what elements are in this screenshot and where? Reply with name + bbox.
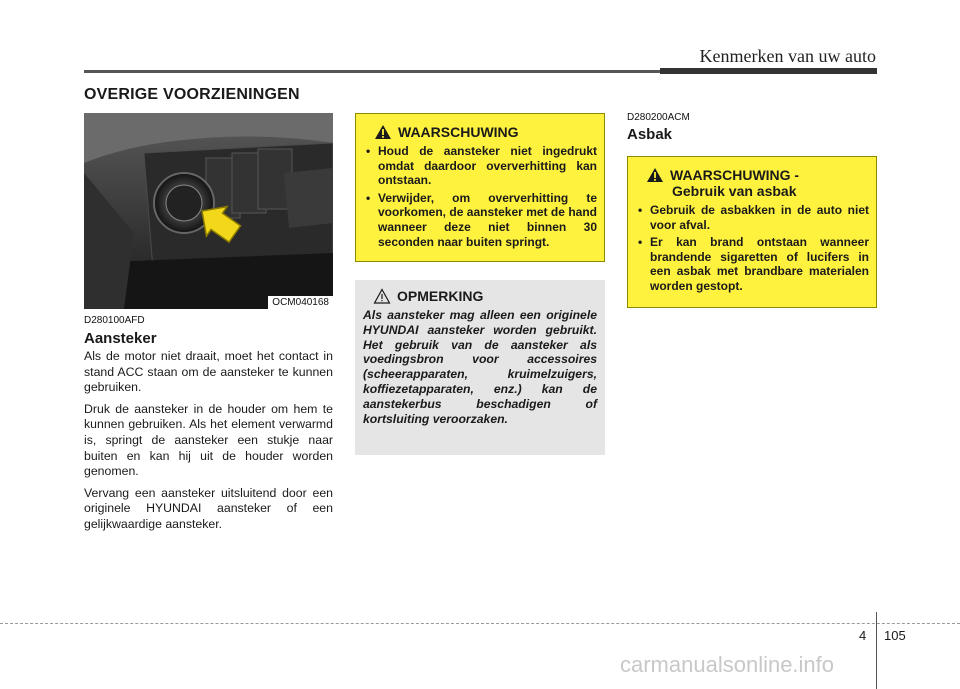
aansteker-paragraph: Als de motor niet draait, moet het contact in stand ACC staan om de aansteker te kunnen gebruiken. [84, 349, 333, 395]
chapter-number: 4 [859, 628, 867, 643]
note-title-text: OPMERKING [397, 288, 484, 304]
warning-title [636, 167, 869, 199]
asbak-code: D280200ACM [627, 112, 690, 123]
section-title: OVERIGE VOORZIENINGEN [84, 86, 300, 103]
warning-item: • Houd de aansteker niet ingedrukt omdat daardoor oververhitting kan ontstaan. [364, 144, 597, 188]
watermark: carmanualsonline.info [620, 652, 835, 677]
caution-triangle-icon [373, 288, 391, 304]
warning-title [364, 124, 597, 140]
note-title [363, 288, 597, 304]
header-rule-accent [660, 68, 877, 74]
warning-item: • Er kan brand ontstaan wanneer brandende sigaretten of lucifers in een asbak met brandbare materialen worden gestopt. [636, 235, 869, 293]
note-text: Als aansteker mag alleen een originele HYUNDAI aansteker worden gebruikt. Het gebruik van de aansteker als voedingsbron voor accessoires (scheerapparaten, kruimelzuigers, koffiezetapparaten, enz.) kan de aanstekerbus beschadigen of kortsluiting veroorzaken. [363, 308, 597, 426]
warning-list [636, 203, 869, 294]
footer-rule [0, 623, 960, 624]
warning-title-line2: Gebruik van asbak [672, 183, 797, 199]
aansteker-body [84, 349, 333, 539]
warning-box-lighter [355, 113, 605, 262]
warning-title-text [670, 167, 799, 199]
lighter-photo [84, 113, 333, 309]
aansteker-title: Aansteker [84, 330, 157, 347]
warning-box-ashtray [627, 156, 877, 308]
warning-title-line1: WAARSCHUWING - [670, 167, 800, 183]
asbak-title: Asbak [627, 126, 673, 143]
warning-triangle-icon [646, 167, 664, 183]
photo-code: OCM040168 [268, 296, 333, 309]
warning-list [364, 144, 597, 249]
warning-item: • Verwijder, om oververhitting te voorkomen, de aansteker met de hand wanneer deze niet binnen 30 seconden naar buiten springt. [364, 191, 597, 249]
footer-divider [876, 612, 877, 689]
aansteker-code: D280100AFD [84, 315, 145, 326]
lighter-illustration [84, 113, 333, 309]
header-title: Kenmerken van uw auto [699, 46, 876, 66]
aansteker-paragraph: Vervang een aansteker uitsluitend door een originele HYUNDAI aansteker of een gelijkwaardige aansteker. [84, 485, 333, 531]
warning-item: • Gebruik de asbakken in de auto niet voor afval. [636, 203, 869, 232]
note-box [355, 280, 605, 455]
page-number: 105 [884, 628, 906, 643]
warning-triangle-icon [374, 124, 392, 140]
warning-title-text: WAARSCHUWING [398, 124, 519, 140]
aansteker-paragraph: Druk de aansteker in de houder om hem te kunnen gebruiken. Als het element verwarmd is, springt de aansteker een stukje naar buiten en kan hij uit de houder worden genomen. [84, 401, 333, 479]
